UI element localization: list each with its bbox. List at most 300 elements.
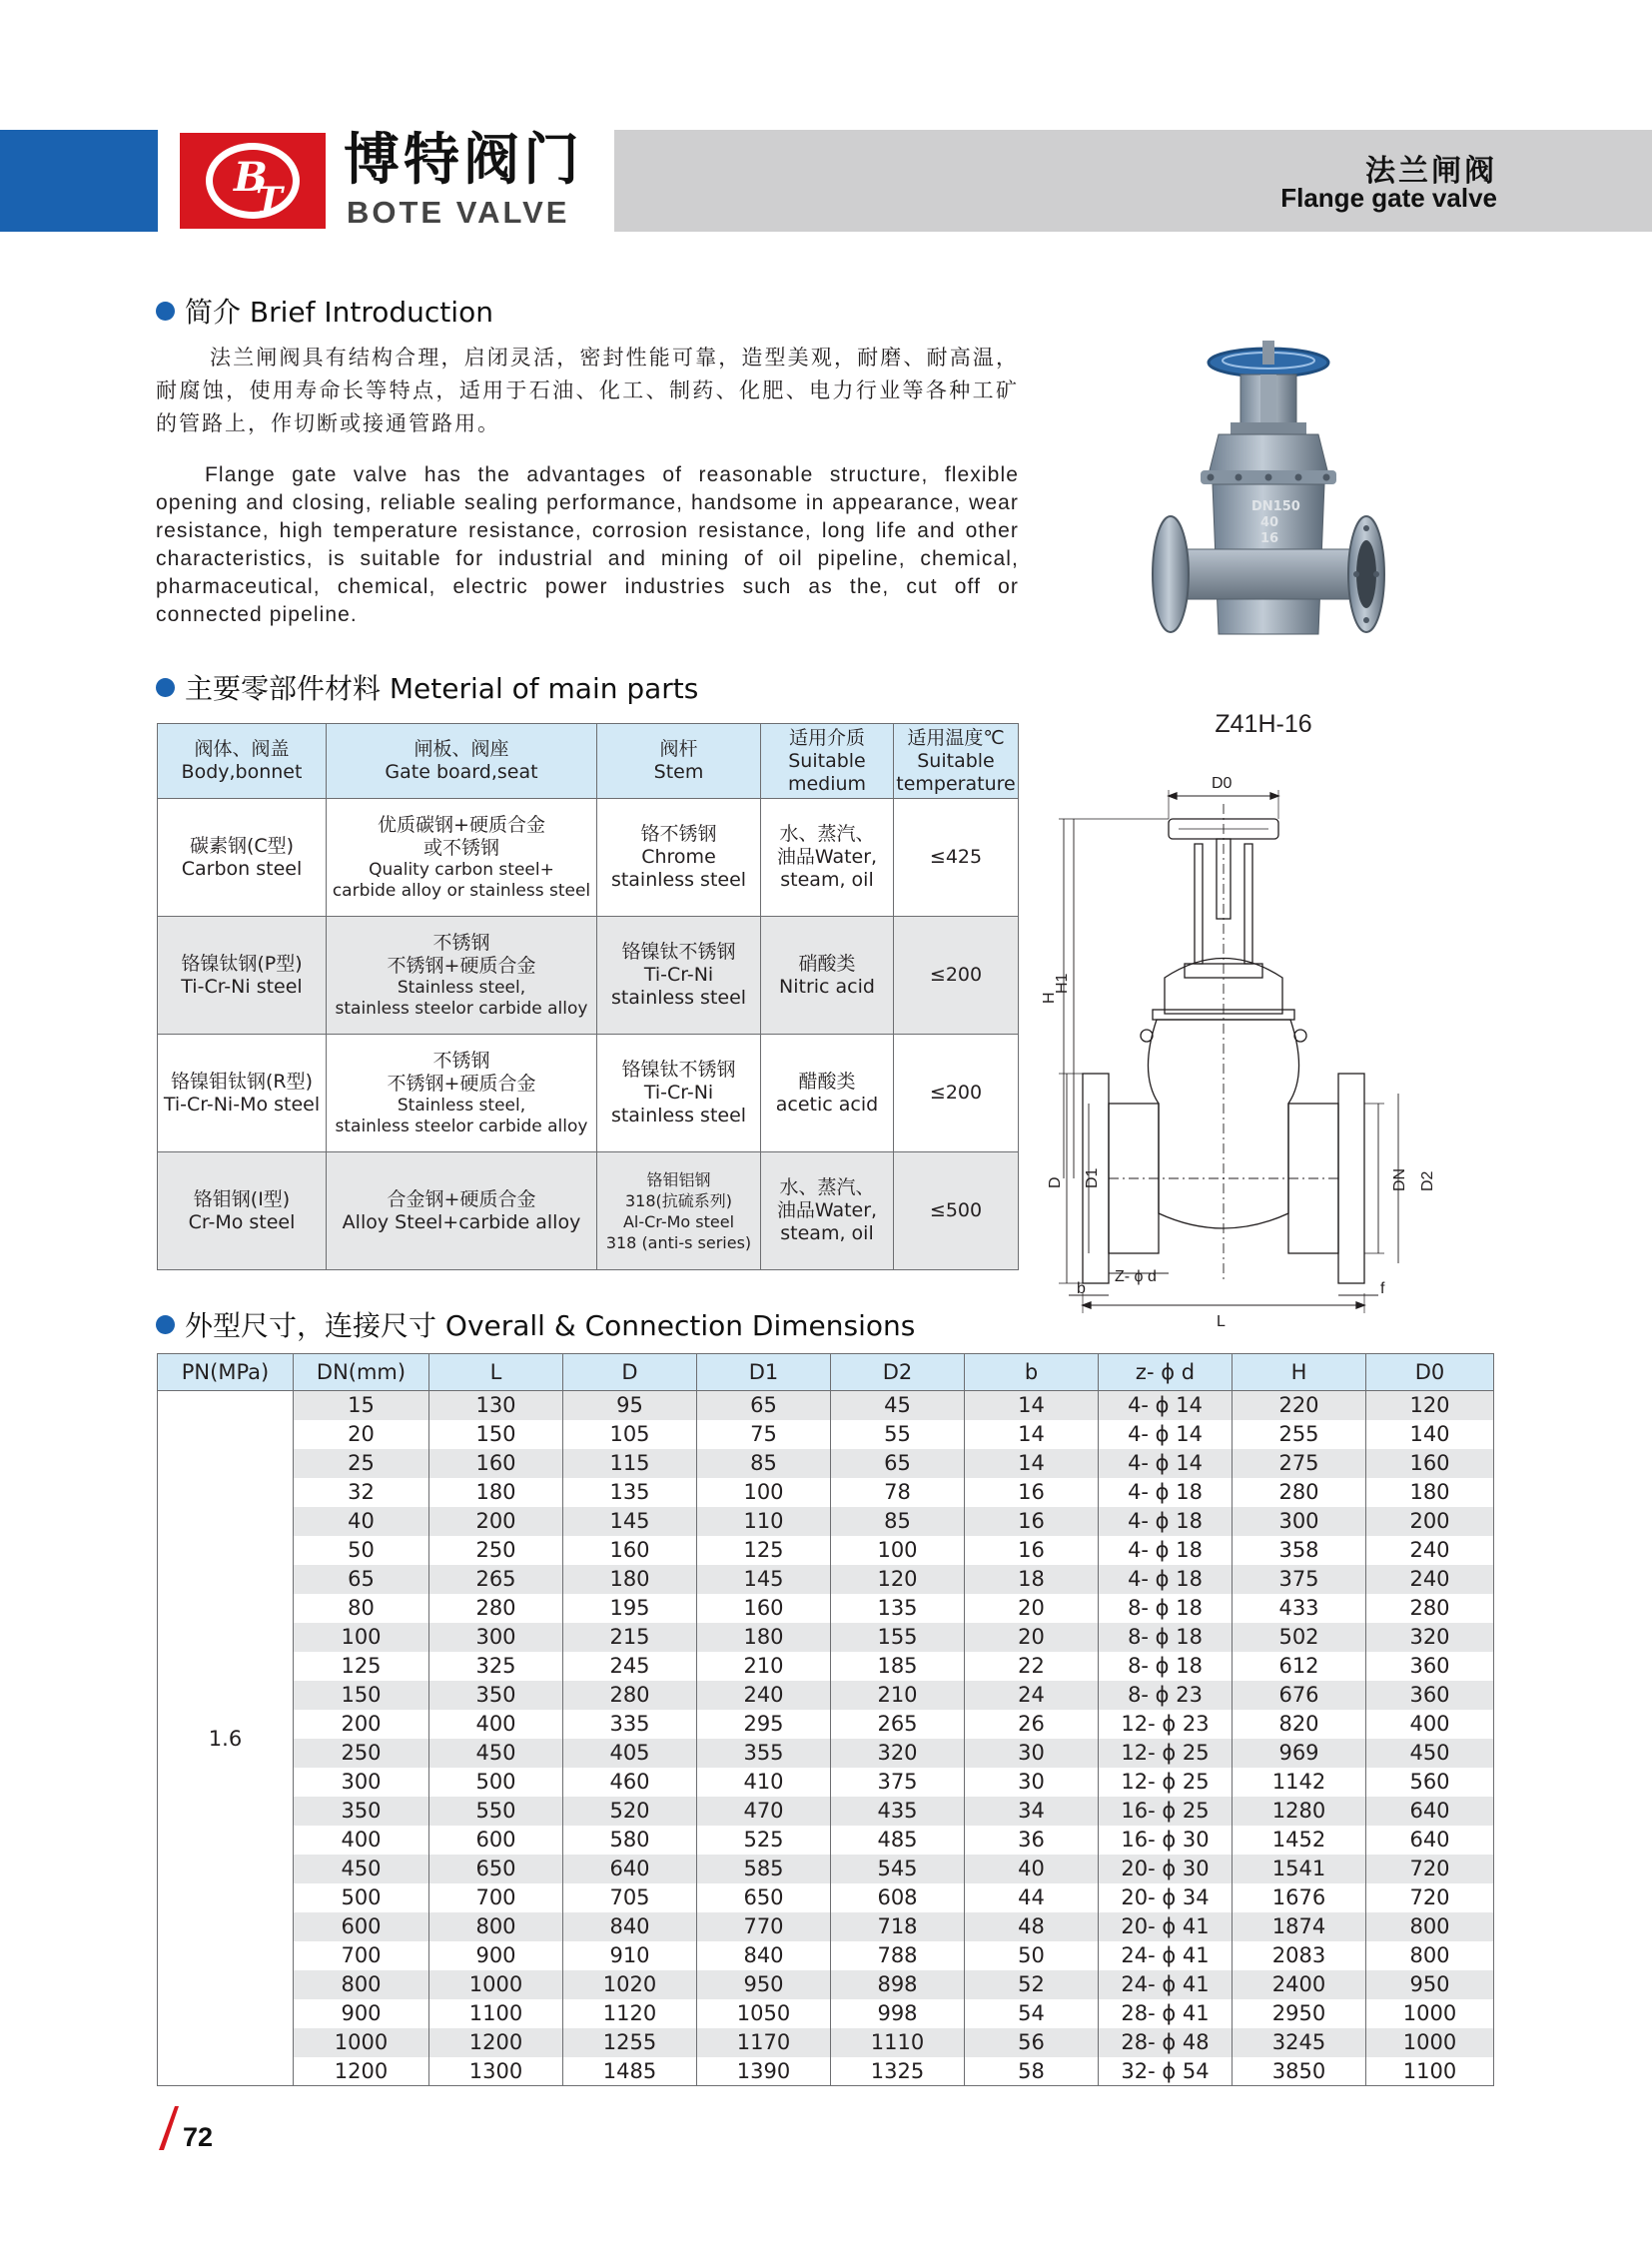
dim-cell: 600 xyxy=(294,1912,429,1941)
dim-cell: 20- ϕ 34 xyxy=(1099,1883,1233,1912)
dim-cell: 900 xyxy=(294,1999,429,2028)
dim-cell: 525 xyxy=(697,1826,831,1855)
brand-logo xyxy=(180,133,326,229)
dim-cell: 240 xyxy=(1366,1565,1494,1594)
dim-cell: 3245 xyxy=(1233,2028,1366,2057)
model-number: Z41H-16 xyxy=(1215,710,1312,738)
dim-cell: 300 xyxy=(294,1768,429,1797)
dim-cell: 300 xyxy=(429,1623,563,1652)
dim-cell: 718 xyxy=(831,1912,965,1941)
materials-heading: 主要零部件材料 Meterial of main parts xyxy=(156,671,698,707)
dim-cell: 676 xyxy=(1233,1681,1366,1710)
dim-cell: 155 xyxy=(831,1623,965,1652)
bullet-dot-icon xyxy=(156,678,175,697)
dim-cell: 65 xyxy=(294,1565,429,1594)
dim-cell: 14 xyxy=(965,1420,1099,1449)
dim-cell: 14 xyxy=(965,1449,1099,1478)
dim-header-cell: z- ϕ d xyxy=(1099,1354,1233,1391)
table-row xyxy=(158,1536,1494,1565)
dim-cell: 16 xyxy=(965,1507,1099,1536)
materials-row xyxy=(158,1152,1019,1270)
dim-cell: 450 xyxy=(429,1739,563,1768)
materials-row xyxy=(158,799,1019,917)
dim-cell: 250 xyxy=(294,1739,429,1768)
dim-cell: 788 xyxy=(831,1941,965,1970)
body-material-cell: 铬钼钢(I型) Cr-Mo steel xyxy=(158,1152,327,1270)
materials-header-cell: 闸板、阀座 Gate board,seat xyxy=(327,724,597,799)
product-title-cn: 法兰闸阀 xyxy=(1365,154,1497,189)
dim-cell: 30 xyxy=(965,1768,1099,1797)
table-row xyxy=(158,1478,1494,1507)
dim-cell: 195 xyxy=(563,1594,697,1623)
dim-cell: 78 xyxy=(831,1478,965,1507)
dim-cell: 300 xyxy=(1233,1507,1366,1536)
drawing-label-d: D xyxy=(1047,1176,1064,1188)
dim-cell: 360 xyxy=(1366,1681,1494,1710)
dim-cell: 185 xyxy=(831,1652,965,1681)
dim-header-cell: H xyxy=(1233,1354,1366,1391)
dim-cell: 650 xyxy=(429,1855,563,1883)
dim-cell: 40 xyxy=(294,1507,429,1536)
dim-cell: 58 xyxy=(965,2057,1099,2086)
dim-cell: 2950 xyxy=(1233,1999,1366,2028)
temperature-cell: ≤200 xyxy=(894,917,1019,1035)
dim-cell: 485 xyxy=(831,1826,965,1855)
dim-cell: 500 xyxy=(294,1883,429,1912)
dim-cell: 280 xyxy=(429,1594,563,1623)
dim-cell: 40 xyxy=(965,1855,1099,1883)
dim-cell: 100 xyxy=(831,1536,965,1565)
medium-cell: 水、蒸汽、 油品Water, steam, oil xyxy=(761,799,894,917)
dim-cell: 1170 xyxy=(697,2028,831,2057)
dim-cell: 460 xyxy=(563,1768,697,1797)
dim-cell: 20- ϕ 30 xyxy=(1099,1855,1233,1883)
dim-cell: 115 xyxy=(563,1449,697,1478)
dim-cell: 520 xyxy=(563,1797,697,1826)
table-row xyxy=(158,1970,1494,1999)
body-material-cell: 铬镍钛钢(P型) Ti-Cr-Ni steel xyxy=(158,917,327,1035)
dim-cell: 15 xyxy=(294,1391,429,1420)
dim-cell: 550 xyxy=(429,1797,563,1826)
materials-header-row xyxy=(158,724,1019,799)
dim-cell: 585 xyxy=(697,1855,831,1883)
dim-cell: 320 xyxy=(831,1739,965,1768)
medium-cell: 硝酸类 Nitric acid xyxy=(761,917,894,1035)
materials-row xyxy=(158,917,1019,1035)
dim-cell: 180 xyxy=(697,1623,831,1652)
dim-cell: 900 xyxy=(429,1941,563,1970)
dim-cell: 100 xyxy=(294,1623,429,1652)
dim-cell: 1255 xyxy=(563,2028,697,2057)
photo-casting-grade: 16 xyxy=(1260,531,1279,546)
dim-header-cell: D xyxy=(563,1354,697,1391)
dim-cell: 1020 xyxy=(563,1970,697,1999)
dim-cell: 1100 xyxy=(429,1999,563,2028)
dim-cell: 130 xyxy=(429,1391,563,1420)
table-row xyxy=(158,1710,1494,1739)
dim-cell: 95 xyxy=(563,1391,697,1420)
dim-cell: 8- ϕ 18 xyxy=(1099,1623,1233,1652)
dim-cell: 16 xyxy=(965,1478,1099,1507)
medium-cell: 醋酸类 acetic acid xyxy=(761,1035,894,1152)
dim-cell: 220 xyxy=(1233,1391,1366,1420)
dim-cell: 2083 xyxy=(1233,1941,1366,1970)
dim-cell: 400 xyxy=(1366,1710,1494,1739)
dim-cell: 1000 xyxy=(429,1970,563,1999)
dimensions-table xyxy=(157,1353,1494,2086)
logo-letter-b: B xyxy=(234,154,268,201)
table-row xyxy=(158,1391,1494,1420)
stem-material-cell: 铬镍钛不锈钢 Ti-Cr-Ni stainless steel xyxy=(597,917,761,1035)
dim-cell: 560 xyxy=(1366,1768,1494,1797)
dim-cell: 1452 xyxy=(1233,1826,1366,1855)
dim-cell: 1280 xyxy=(1233,1797,1366,1826)
dim-cell: 650 xyxy=(697,1883,831,1912)
dim-cell: 24- ϕ 41 xyxy=(1099,1941,1233,1970)
dim-cell: 36 xyxy=(965,1826,1099,1855)
dim-cell: 1874 xyxy=(1233,1912,1366,1941)
dim-cell: 20 xyxy=(294,1420,429,1449)
dim-cell: 910 xyxy=(563,1941,697,1970)
dim-cell: 28- ϕ 41 xyxy=(1099,1999,1233,2028)
photo-casting-dn: DN150 xyxy=(1251,499,1300,514)
dim-cell: 335 xyxy=(563,1710,697,1739)
dim-cell: 325 xyxy=(429,1652,563,1681)
dim-cell: 265 xyxy=(831,1710,965,1739)
dim-cell: 255 xyxy=(1233,1420,1366,1449)
dim-cell: 1200 xyxy=(429,2028,563,2057)
bullet-dot-icon xyxy=(156,1315,175,1334)
materials-row xyxy=(158,1035,1019,1152)
drawing-label-d1: D1 xyxy=(1084,1167,1101,1188)
dim-cell: 45 xyxy=(831,1391,965,1420)
table-row xyxy=(158,1797,1494,1826)
dim-cell: 3850 xyxy=(1233,2057,1366,2086)
dim-cell: 18 xyxy=(965,1565,1099,1594)
dimensions-heading: 外型尺寸，连接尺寸 Overall & Connection Dimensions xyxy=(156,1308,915,1344)
valve-photo xyxy=(1149,335,1388,666)
table-row xyxy=(158,1941,1494,1970)
table-row xyxy=(158,1594,1494,1623)
dim-cell: 32 xyxy=(294,1478,429,1507)
table-row xyxy=(158,1999,1494,2028)
dim-cell: 1000 xyxy=(1366,1999,1494,2028)
dim-cell: 1100 xyxy=(1366,2057,1494,2086)
dim-cell: 200 xyxy=(429,1507,563,1536)
dim-cell: 50 xyxy=(294,1536,429,1565)
dim-cell: 8- ϕ 18 xyxy=(1099,1594,1233,1623)
dim-cell: 48 xyxy=(965,1912,1099,1941)
intro-heading: 简介 Brief Introduction xyxy=(156,295,493,331)
dim-cell: 65 xyxy=(831,1449,965,1478)
dim-cell: 240 xyxy=(1366,1536,1494,1565)
dim-cell: 358 xyxy=(1233,1536,1366,1565)
dim-cell: 145 xyxy=(697,1565,831,1594)
dim-cell: 20- ϕ 41 xyxy=(1099,1912,1233,1941)
dim-cell: 998 xyxy=(831,1999,965,2028)
dim-header-cell: PN(MPa) xyxy=(158,1354,294,1391)
gate-material-cell: 优质碳钢+硬质合金 或不锈钢 Quality carbon steel+ carbide alloy or stainless steel xyxy=(327,799,597,917)
drawing-label-dn: DN xyxy=(1391,1167,1408,1191)
dim-cell: 80 xyxy=(294,1594,429,1623)
dim-cell: 1325 xyxy=(831,2057,965,2086)
drawing-label-h1: H1 xyxy=(1054,973,1071,994)
dim-cell: 12- ϕ 25 xyxy=(1099,1768,1233,1797)
dim-cell: 400 xyxy=(294,1826,429,1855)
dim-cell: 160 xyxy=(697,1594,831,1623)
dim-cell: 250 xyxy=(429,1536,563,1565)
dim-cell: 44 xyxy=(965,1883,1099,1912)
table-row xyxy=(158,1855,1494,1883)
dim-header-cell: DN(mm) xyxy=(294,1354,429,1391)
dim-cell: 4- ϕ 18 xyxy=(1099,1536,1233,1565)
dim-cell: 1050 xyxy=(697,1999,831,2028)
dim-cell: 215 xyxy=(563,1623,697,1652)
intro-text-en: Flange gate valve has the advantages of reasonable structure, flexible opening and closing, reliable sealing performance, handsome in appearance, wear resistance, high temperature resistance, corrosion resistance, long life and other characteristics, is suitable for industrial and mining of oil pipeline, chemical, pharmaceutical, chemical, electric power industries such as the, cut off or connected pipeline. xyxy=(156,463,1019,626)
dim-cell: 280 xyxy=(1233,1478,1366,1507)
gate-material-cell: 合金钢+硬质合金 Alloy Steel+carbide alloy xyxy=(327,1152,597,1270)
table-row xyxy=(158,1826,1494,1855)
dim-cell: 120 xyxy=(831,1565,965,1594)
dim-header-cell: L xyxy=(429,1354,563,1391)
dim-cell: 25 xyxy=(294,1449,429,1478)
stem-material-cell: 铬钼铝钢 318(抗硫系列) Al-Cr-Mo steel 318 (anti-s series) xyxy=(597,1152,761,1270)
dim-cell: 770 xyxy=(697,1912,831,1941)
dim-cell: 210 xyxy=(697,1652,831,1681)
dim-cell: 355 xyxy=(697,1739,831,1768)
dim-cell: 32- ϕ 54 xyxy=(1099,2057,1233,2086)
dim-cell: 800 xyxy=(1366,1941,1494,1970)
dim-cell: 1142 xyxy=(1233,1768,1366,1797)
dim-cell: 1000 xyxy=(294,2028,429,2057)
pn-cell: 1.6 xyxy=(158,1391,294,2086)
dim-cell: 145 xyxy=(563,1507,697,1536)
dim-cell: 54 xyxy=(965,1999,1099,2028)
dim-cell: 150 xyxy=(294,1681,429,1710)
dim-cell: 135 xyxy=(831,1594,965,1623)
dim-cell: 350 xyxy=(294,1797,429,1826)
dim-cell: 160 xyxy=(1366,1449,1494,1478)
dim-cell: 433 xyxy=(1233,1594,1366,1623)
dim-cell: 265 xyxy=(429,1565,563,1594)
dim-cell: 375 xyxy=(1233,1565,1366,1594)
dim-cell: 30 xyxy=(965,1739,1099,1768)
table-row xyxy=(158,1652,1494,1681)
table-row xyxy=(158,1420,1494,1449)
table-row xyxy=(158,1623,1494,1652)
dim-cell: 85 xyxy=(831,1507,965,1536)
dim-cell: 75 xyxy=(697,1420,831,1449)
table-row xyxy=(158,1507,1494,1536)
dim-cell: 600 xyxy=(429,1826,563,1855)
dim-cell: 160 xyxy=(563,1536,697,1565)
dim-cell: 350 xyxy=(429,1681,563,1710)
dim-cell: 8- ϕ 23 xyxy=(1099,1681,1233,1710)
bullet-dot-icon xyxy=(156,302,175,321)
dim-cell: 2400 xyxy=(1233,1970,1366,1999)
dim-cell: 135 xyxy=(563,1478,697,1507)
dim-cell: 16 xyxy=(965,1536,1099,1565)
dim-cell: 640 xyxy=(563,1855,697,1883)
dim-cell: 700 xyxy=(429,1883,563,1912)
table-row xyxy=(158,1912,1494,1941)
dim-cell: 24 xyxy=(965,1681,1099,1710)
dim-cell: 435 xyxy=(831,1797,965,1826)
dim-cell: 1300 xyxy=(429,2057,563,2086)
dim-cell: 4- ϕ 14 xyxy=(1099,1391,1233,1420)
dim-cell: 375 xyxy=(831,1768,965,1797)
brand-name-en: BOTE VALVE xyxy=(347,195,570,230)
dim-cell: 210 xyxy=(831,1681,965,1710)
dimension-drawing xyxy=(1041,774,1468,1330)
dim-cell: 969 xyxy=(1233,1739,1366,1768)
materials-header-cell: 适用温度℃ Suitable temperature xyxy=(894,724,1019,799)
gate-material-cell: 不锈钢 不锈钢+硬质合金 Stainless steel, stainless steelor carbide alloy xyxy=(327,917,597,1035)
dim-header-cell: D2 xyxy=(831,1354,965,1391)
brand-name-cn: 博特阀门 xyxy=(344,128,583,193)
temperature-cell: ≤500 xyxy=(894,1152,1019,1270)
dim-cell: 820 xyxy=(1233,1710,1366,1739)
dim-cell: 502 xyxy=(1233,1623,1366,1652)
dim-cell: 160 xyxy=(429,1449,563,1478)
dim-header-cell: D1 xyxy=(697,1354,831,1391)
dim-cell: 1110 xyxy=(831,2028,965,2057)
dim-cell: 100 xyxy=(697,1478,831,1507)
dim-cell: 65 xyxy=(697,1391,831,1420)
drawing-label-h: H xyxy=(1041,992,1058,1004)
dim-cell: 500 xyxy=(429,1768,563,1797)
dim-cell: 545 xyxy=(831,1855,965,1883)
stem-material-cell: 铬不锈钢 Chrome stainless steel xyxy=(597,799,761,917)
dim-cell: 700 xyxy=(294,1941,429,1970)
dim-cell: 1541 xyxy=(1233,1855,1366,1883)
photo-casting-pn: 40 xyxy=(1260,515,1279,530)
dim-header-cell: b xyxy=(965,1354,1099,1391)
medium-cell: 水、蒸汽、 油品Water, steam, oil xyxy=(761,1152,894,1270)
dim-cell: 240 xyxy=(697,1681,831,1710)
dim-cell: 360 xyxy=(1366,1652,1494,1681)
dim-cell: 640 xyxy=(1366,1826,1494,1855)
dim-cell: 1000 xyxy=(1366,2028,1494,2057)
drawing-label-d0: D0 xyxy=(1212,775,1233,792)
intro-text-cn: 法兰闸阀具有结构合理，启闭灵活，密封性能可靠，造型美观，耐磨、耐高温，耐腐蚀，使用寿命长等特点，适用于石油、化工、制药、化肥、电力行业等各种工矿的管路上，作切断或接通管路用。 xyxy=(156,346,1019,435)
dim-cell: 1200 xyxy=(294,2057,429,2086)
dim-cell: 608 xyxy=(831,1883,965,1912)
body-material-cell: 碳素钢(C型) Carbon steel xyxy=(158,799,327,917)
dim-cell: 200 xyxy=(294,1710,429,1739)
dim-cell: 295 xyxy=(697,1710,831,1739)
temperature-cell: ≤200 xyxy=(894,1035,1019,1152)
table-row xyxy=(158,1681,1494,1710)
dim-cell: 24- ϕ 41 xyxy=(1099,1970,1233,1999)
drawing-label-l: L xyxy=(1217,1313,1226,1330)
dim-cell: 800 xyxy=(1366,1912,1494,1941)
dimensions-header-row xyxy=(158,1354,1494,1391)
dim-cell: 410 xyxy=(697,1768,831,1797)
dim-cell: 1485 xyxy=(563,2057,697,2086)
dim-cell: 28- ϕ 48 xyxy=(1099,2028,1233,2057)
dim-cell: 840 xyxy=(697,1941,831,1970)
table-row xyxy=(158,1739,1494,1768)
table-row xyxy=(158,2057,1494,2086)
stem-material-cell: 铬镍钛不锈钢 Ti-Cr-Ni stainless steel xyxy=(597,1035,761,1152)
materials-header-cell: 阀体、阀盖 Body,bonnet xyxy=(158,724,327,799)
dim-cell: 22 xyxy=(965,1652,1099,1681)
dim-cell: 950 xyxy=(1366,1970,1494,1999)
materials-table xyxy=(157,723,1019,1270)
dim-cell: 56 xyxy=(965,2028,1099,2057)
dim-cell: 720 xyxy=(1366,1855,1494,1883)
table-row xyxy=(158,2028,1494,2057)
drawing-label-f: f xyxy=(1380,1280,1385,1297)
dim-cell: 120 xyxy=(1366,1391,1494,1420)
page-number: 72 xyxy=(155,2102,225,2152)
dim-cell: 640 xyxy=(1366,1797,1494,1826)
dim-cell: 4- ϕ 14 xyxy=(1099,1449,1233,1478)
dim-cell: 320 xyxy=(1366,1623,1494,1652)
dim-cell: 150 xyxy=(429,1420,563,1449)
temperature-cell: ≤425 xyxy=(894,799,1019,917)
dim-cell: 840 xyxy=(563,1912,697,1941)
dim-cell: 450 xyxy=(1366,1739,1494,1768)
dim-cell: 125 xyxy=(697,1536,831,1565)
dim-cell: 4- ϕ 18 xyxy=(1099,1507,1233,1536)
dim-cell: 180 xyxy=(429,1478,563,1507)
dim-cell: 1120 xyxy=(563,1999,697,2028)
drawing-label-zd: Z- ϕ d xyxy=(1115,1268,1157,1285)
dim-cell: 16- ϕ 30 xyxy=(1099,1826,1233,1855)
dim-cell: 105 xyxy=(563,1420,697,1449)
dim-cell: 800 xyxy=(294,1970,429,1999)
dim-cell: 8- ϕ 18 xyxy=(1099,1652,1233,1681)
drawing-label-d2: D2 xyxy=(1419,1170,1436,1191)
dim-cell: 4- ϕ 18 xyxy=(1099,1565,1233,1594)
table-row xyxy=(158,1883,1494,1912)
dim-cell: 180 xyxy=(563,1565,697,1594)
dim-cell: 405 xyxy=(563,1739,697,1768)
dim-cell: 275 xyxy=(1233,1449,1366,1478)
dim-cell: 110 xyxy=(697,1507,831,1536)
dim-cell: 12- ϕ 23 xyxy=(1099,1710,1233,1739)
logo-letter-t: T xyxy=(256,180,283,222)
materials-header-cell: 适用介质 Suitable medium xyxy=(761,724,894,799)
dim-cell: 26 xyxy=(965,1710,1099,1739)
dim-cell: 14 xyxy=(965,1391,1099,1420)
gate-material-cell: 不锈钢 不锈钢+硬质合金 Stainless steel, stainless steelor carbide alloy xyxy=(327,1035,597,1152)
table-row xyxy=(158,1449,1494,1478)
dim-cell: 12- ϕ 25 xyxy=(1099,1739,1233,1768)
dim-cell: 85 xyxy=(697,1449,831,1478)
dim-cell: 800 xyxy=(429,1912,563,1941)
materials-header-cell: 阀杆 Stem xyxy=(597,724,761,799)
dim-cell: 280 xyxy=(563,1681,697,1710)
table-row xyxy=(158,1768,1494,1797)
table-row xyxy=(158,1565,1494,1594)
body-material-cell: 铬镍钼钛钢(R型) Ti-Cr-Ni-Mo steel xyxy=(158,1035,327,1152)
dim-cell: 125 xyxy=(294,1652,429,1681)
dim-cell: 50 xyxy=(965,1941,1099,1970)
dim-header-cell: D0 xyxy=(1366,1354,1494,1391)
product-title-en: Flange gate valve xyxy=(1280,183,1497,213)
dim-cell: 580 xyxy=(563,1826,697,1855)
dim-cell: 4- ϕ 18 xyxy=(1099,1478,1233,1507)
dim-cell: 52 xyxy=(965,1970,1099,1999)
dim-cell: 705 xyxy=(563,1883,697,1912)
dim-cell: 280 xyxy=(1366,1594,1494,1623)
dim-cell: 20 xyxy=(965,1594,1099,1623)
dim-cell: 200 xyxy=(1366,1507,1494,1536)
dim-cell: 34 xyxy=(965,1797,1099,1826)
